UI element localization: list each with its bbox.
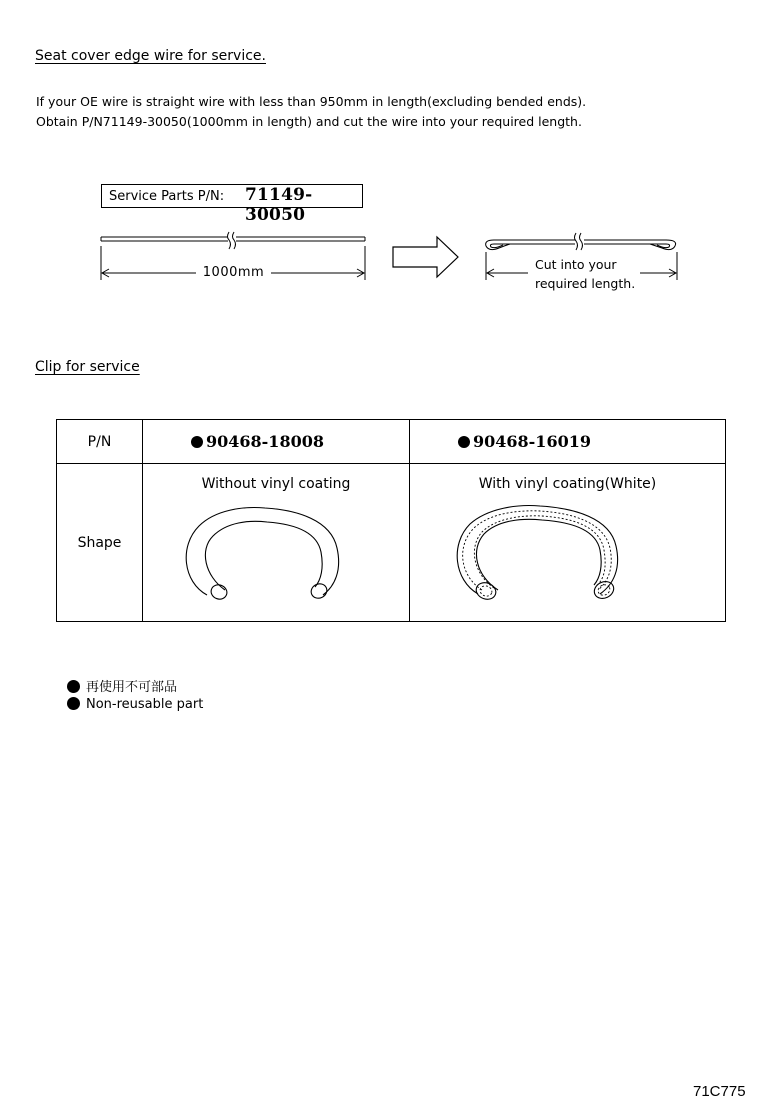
non-reusable-dot-icon: [458, 436, 470, 448]
straight-wire: [101, 232, 365, 249]
bent-wire: [486, 233, 676, 250]
shape-row: [57, 464, 726, 622]
service-parts-label: Service Parts P/N:: [109, 189, 225, 204]
wire-section-heading: Seat cover edge wire for service.: [35, 48, 266, 64]
clip-2-description: With vinyl coating(White): [478, 476, 657, 492]
figure-id: 71C775: [693, 1083, 746, 1100]
cut-label-line-2: required length.: [535, 276, 636, 291]
legend-japanese-text: 再使用不可部品: [86, 680, 178, 695]
part-number-2: 90468-16019: [473, 432, 591, 451]
clip-1-description: Without vinyl coating: [201, 476, 351, 492]
part-number-1: 90468-18008: [206, 432, 324, 451]
cut-label-line-1: Cut into your: [535, 257, 617, 272]
legend-japanese: [67, 676, 177, 695]
service-part-number: 71149-30050: [245, 185, 313, 225]
clip-without-coating-drawing: [143, 464, 361, 622]
clip-with-coating-drawing: [410, 464, 677, 622]
legend-english: [67, 697, 203, 712]
non-reusable-dot-icon: [67, 680, 80, 693]
pn-header: P/N: [57, 420, 143, 464]
shape-cell-1: [143, 464, 410, 622]
part-number-cell-2: [410, 420, 726, 464]
length-label: 1000mm: [202, 265, 265, 280]
non-reusable-dot-icon: [67, 697, 80, 710]
shape-header: Shape: [57, 464, 143, 622]
shape-cell-2: [410, 464, 726, 622]
legend-english-text: Non-reusable part: [86, 697, 204, 712]
clip-section-heading: Clip for service: [35, 359, 140, 375]
right-arrow-icon: [393, 237, 458, 277]
wire-instruction-line-1: If your OE wire is straight wire with less than 950mm in length(excluding bended ends).: [36, 94, 587, 109]
part-number-cell-1: [143, 420, 410, 464]
pn-row: [57, 420, 726, 464]
non-reusable-dot-icon: [191, 436, 203, 448]
wire-instruction-line-2: Obtain P/N71149-30050(1000mm in length) and cut the wire into your required length.: [36, 114, 582, 129]
clip-table: [56, 419, 726, 622]
